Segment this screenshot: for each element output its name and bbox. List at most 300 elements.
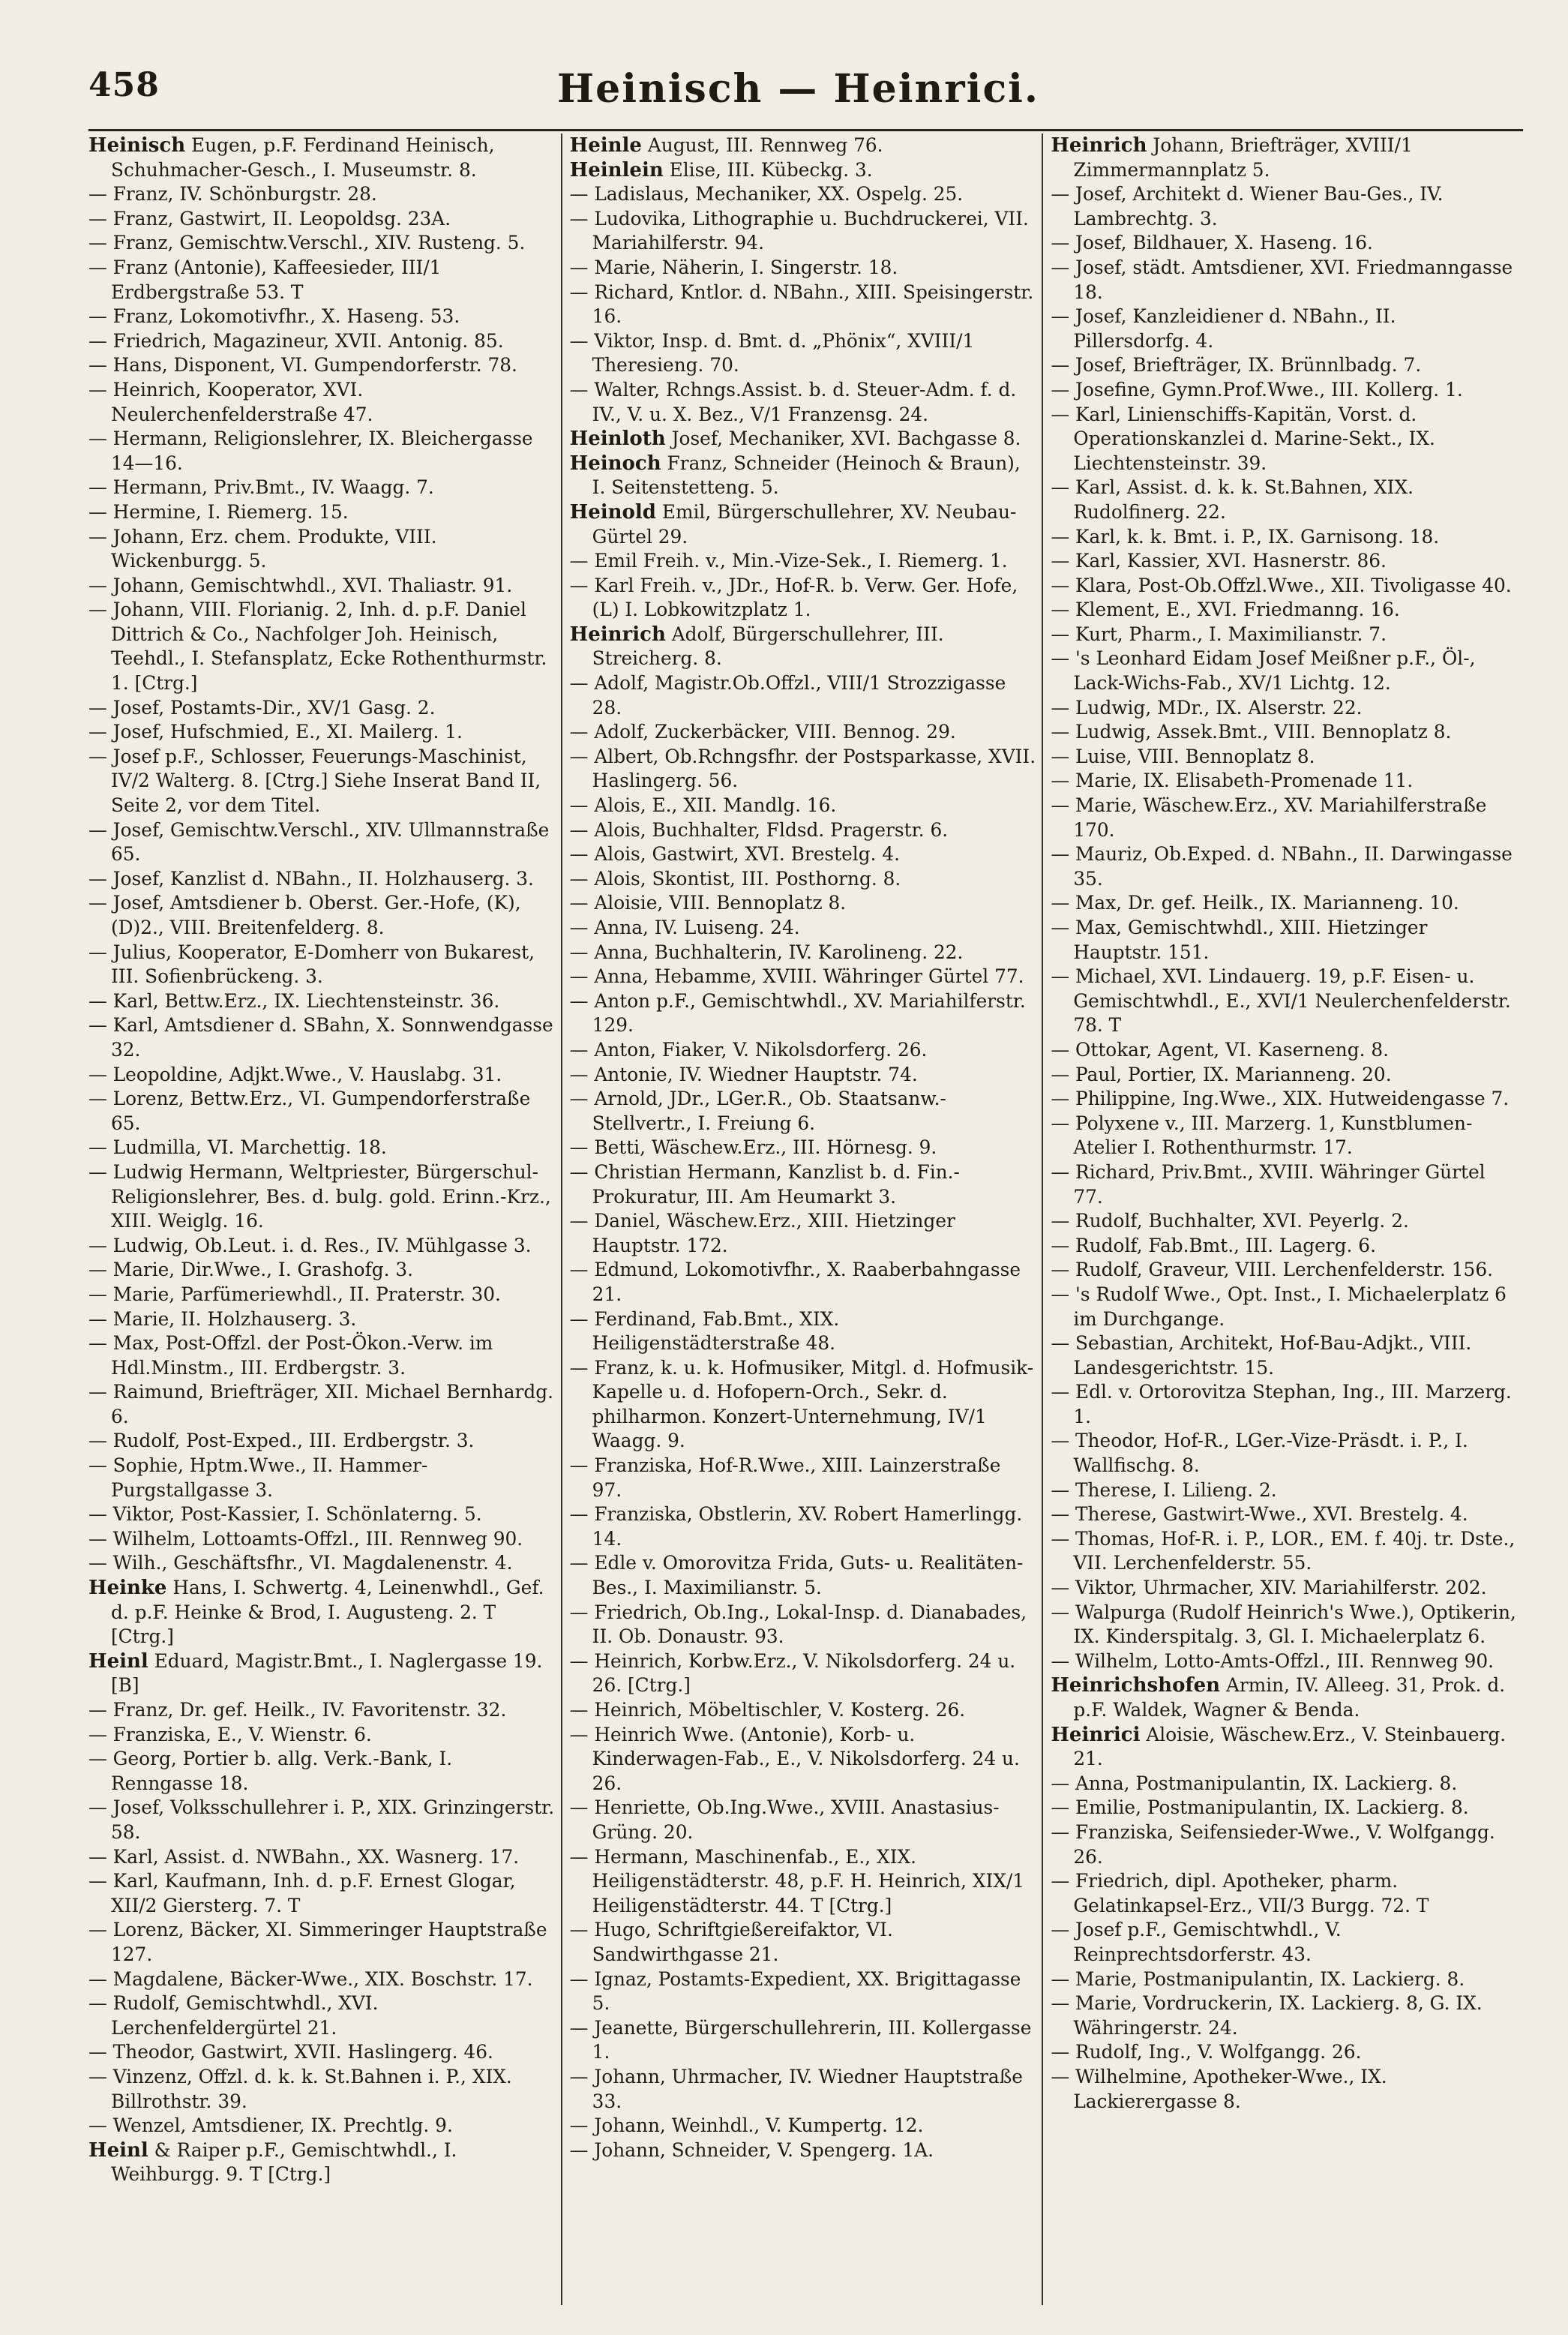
directory-entry <box>1051 1209 1517 1234</box>
directory-entry <box>88 1429 555 1454</box>
entry-text: Franz, Schneider (Heinoch & Braun), I. Seitenstetteng. 5. <box>592 452 1021 499</box>
directory-entry <box>570 2114 1036 2138</box>
entry-text: — Alois, Buchhalter, Fldsd. Pragerstr. 6. <box>569 818 949 841</box>
entry-text: Eduard, Magistr.Bmt., I. Naglergasse 19. [B] <box>111 1649 543 1697</box>
entry-text: August, III. Rennweg 76. <box>641 134 883 156</box>
entry-text: — Viktor, Insp. d. Bmt. d. „Phönix“, XVIII/1 Theresieng. 70. <box>569 329 975 377</box>
running-head: Heinisch — Heinrici. <box>557 66 1039 112</box>
directory-entry <box>88 2138 555 2187</box>
directory-entry <box>1051 305 1517 353</box>
column-2 <box>570 134 1044 2305</box>
directory-entry <box>570 182 1036 207</box>
entry-text: — Josef, Hufschmied, E., XI. Mailerg. 1. <box>88 721 463 743</box>
directory-entry <box>1051 182 1517 231</box>
entry-text: — Marie, IX. Elisabeth-Promenade 11. <box>1051 770 1414 792</box>
entry-text: — Alois, Skontist, III. Posthorng. 8. <box>569 867 901 890</box>
directory-entry <box>1051 2065 1517 2114</box>
entry-text: — Josef p.F., Schlosser, Feuerungs-Maschinist, IV/2 Walterg. 8. [Ctrg.] Siehe Inserat Band II, Seite 2, vor dem Titel. <box>88 745 541 817</box>
directory-entry <box>88 1991 555 2040</box>
directory-entry <box>1051 256 1517 305</box>
directory-entry <box>88 1527 555 1552</box>
directory-entry <box>88 745 555 818</box>
entry-text: — Lorenz, Bettw.Erz., VI. Gumpendorferstraße 65. <box>88 1088 531 1134</box>
entry-text: — Mauriz, Ob.Exped. d. NBahn., II. Darwingasse 35. <box>1051 843 1513 890</box>
directory-entry <box>570 818 1036 843</box>
entry-text: — Anna, IV. Luiseng. 24. <box>569 917 800 938</box>
directory-entry <box>1051 745 1517 770</box>
entry-text: — Ludwig, Ob.Leut. i. d. Res., IV. Mühlgasse 3. <box>88 1234 532 1256</box>
entry-text: — Viktor, Uhrmacher, XIV. Mariahilferstr. 202. <box>1051 1577 1487 1599</box>
entry-text: — Kurt, Pharm., I. Maximilianstr. 7. <box>1051 623 1387 645</box>
directory-entry <box>88 1723 555 1748</box>
entry-text: — Walpurga (Rudolf Heinrich's Wwe.), Optikerin, IX. Kinderspitalg. 3, Gl. I. Michaelerplatz 6. <box>1051 1601 1516 1648</box>
entry-text: — Lorenz, Bäcker, XI. Simmeringer Hauptstraße 127. <box>88 1919 547 1965</box>
directory-entry <box>570 134 1036 158</box>
directory-entry <box>1051 134 1517 182</box>
entry-text: — Hermann, Maschinenfab., E., XIX. Heiligenstädterstr. 48, p.F. H. Heinrich, XIX/1 Heiligenstädterstr. 44. T [Ctrg.] <box>569 1845 1025 1916</box>
directory-entry <box>570 1209 1036 1258</box>
directory-entry <box>88 1136 555 1160</box>
directory-entry <box>570 1649 1036 1698</box>
entry-text: — Heinrich, Kooperator, XVI. Neulerchenfelderstraße 47. <box>88 378 373 425</box>
directory-entry <box>1051 549 1517 574</box>
entry-text: — Emil Freih. v., Min.-Vize-Sek., I. Riemerg. 1. <box>569 550 1008 572</box>
entry-text: — Ludwig, Assek.Bmt., VIII. Bennoplatz 8. <box>1051 721 1452 743</box>
directory-entry <box>1051 1258 1517 1283</box>
entry-text: — Marie, Dir.Wwe., I. Grashofg. 3. <box>88 1259 414 1281</box>
entry-text: — Franz, Gemischtw.Verschl., XIV. Rusteng. 5. <box>88 232 526 254</box>
entry-text: — Betti, Wäschew.Erz., III. Hörnesg. 9. <box>569 1136 937 1159</box>
entry-text: — Johann, Gemischtwhdl., XVI. Thaliastr. 91. <box>88 574 513 596</box>
directory-entry <box>1051 965 1517 1038</box>
directory-entry <box>1051 1796 1517 1820</box>
directory-entry <box>1051 1527 1517 1576</box>
entry-text: — Franz (Antonie), Kaffeesieder, III/1 Erdbergstraße 53. T <box>88 256 442 303</box>
directory-entry <box>88 1307 555 1332</box>
column-3 <box>1051 134 1523 2305</box>
column-1 <box>88 134 562 2305</box>
entry-columns <box>88 134 1523 2305</box>
directory-entry <box>88 329 555 354</box>
entry-text: — Theodor, Gastwirt, XVII. Haslingerg. 46. <box>88 2041 493 2063</box>
directory-entry <box>1051 720 1517 745</box>
entry-text: — Raimund, Briefträger, XII. Michael Bernhardg. 6. <box>88 1381 554 1427</box>
directory-entry <box>570 1087 1036 1136</box>
directory-entry <box>1051 353 1517 378</box>
entry-text: — Franz, k. u. k. Hofmusiker, Mitgl. d. Hofmusik-Kapelle u. d. Hofopern-Orch., Sekr. d. philharmon. Konzert-Unternehmung, IV/1 Waagg. 9. <box>569 1356 1034 1452</box>
directory-entry <box>88 182 555 207</box>
entry-text: — Rudolf, Gemischtwhdl., XVI. Lerchenfeldergürtel 21. <box>88 1992 379 2039</box>
directory-entry <box>88 231 555 256</box>
entry-text: — Max, Post-Offzl. der Post-Ökon.-Verw. im Hdl.Minstm., III. Erdbergstr. 3. <box>88 1332 493 1379</box>
directory-entry <box>570 671 1036 720</box>
entry-text: — Richard, Kntlor. d. NBahn., XIII. Speisingerstr. 16. <box>569 281 1034 328</box>
entry-text: — Heinrich, Korbw.Erz., V. Nikolsdorferg. 24 u. 26. [Ctrg.] <box>569 1649 1016 1697</box>
entry-text: — Adolf, Zuckerbäcker, VIII. Bennog. 29. <box>569 721 956 743</box>
entry-text: — Rudolf, Post-Exped., III. Erdbergstr. 3. <box>88 1430 475 1452</box>
entry-text: — Hermann, Religionslehrer, IX. Bleichergasse 14—16. <box>88 428 533 474</box>
directory-entry <box>1051 1576 1517 1601</box>
directory-entry <box>1051 476 1517 524</box>
directory-entry <box>88 1258 555 1283</box>
entry-text: — Rudolf, Buchhalter, XVI. Peyerlg. 2. <box>1051 1210 1409 1232</box>
entry-text: — Wilhelmine, Apotheker-Wwe., IX. Lackierergasse 8. <box>1051 2065 1387 2112</box>
directory-entry <box>1051 891 1517 916</box>
directory-entry <box>570 965 1036 989</box>
directory-entry <box>88 598 555 695</box>
entry-text: — Alois, Gastwirt, XVI. Brestelg. 4. <box>569 843 901 866</box>
entry-text: — Josef, Amtsdiener b. Oberst. Ger.-Hofe, (K), (D)2., VIII. Breitenfelderg. 8. <box>88 892 521 938</box>
directory-entry <box>88 1698 555 1723</box>
directory-entry <box>570 1356 1036 1454</box>
directory-entry <box>1051 1112 1517 1160</box>
entry-text: — Antonie, IV. Wiedner Hauptstr. 74. <box>569 1063 918 1085</box>
entry-text: — Friedrich, Magazineur, XVII. Antonig. 85. <box>88 329 504 352</box>
directory-entry <box>88 1576 555 1649</box>
directory-entry <box>1051 598 1517 623</box>
entry-text: — Josef, Kanzleidiener d. NBahn., II. Pillersdorfg. 4. <box>1051 305 1396 352</box>
entry-text: — Josef, städt. Amtsdiener, XVI. Friedmanngasse 18. <box>1051 256 1513 303</box>
directory-entry <box>1051 1160 1517 1209</box>
directory-entry <box>88 1160 555 1234</box>
entry-text: — Friedrich, dipl. Apotheker, pharm. Gelatinkapsel-Erz., VII/3 Burgg. 72. T <box>1051 1870 1429 1916</box>
entry-text: — Franz, Lokomotivfhr., X. Haseng. 53. <box>88 305 460 328</box>
entry-text: — Edle v. Omorovitza Frida, Guts- u. Realitäten-Bes., I. Maximilianstr. 5. <box>569 1552 1024 1599</box>
entry-text: — Ferdinand, Fab.Bmt., XIX. Heiligenstädterstraße 48. <box>569 1307 840 1355</box>
entry-text: — Josef, Briefträger, IX. Brünnlbadg. 7. <box>1051 354 1422 377</box>
entry-text: — Ottokar, Agent, VI. Kaserneng. 8. <box>1051 1038 1390 1061</box>
directory-entry <box>1051 1087 1517 1112</box>
entry-text: — Aloisie, VIII. Bennoplatz 8. <box>569 892 847 914</box>
entry-text: — Johann, VIII. Florianig. 2, Inh. d. p.F. Daniel Dittrich & Co., Nachfolger Joh. Heinisch, Teehdl., I. Stefansplatz, Ecke Rothenthurmstr. 1. [Ctrg.] <box>88 599 547 695</box>
entry-text: — Paul, Portier, IX. Marianneng. 20. <box>1051 1063 1392 1085</box>
page-number: 458 <box>88 66 160 104</box>
directory-entry <box>88 891 555 940</box>
directory-entry <box>570 452 1036 500</box>
directory-entry <box>570 256 1036 281</box>
directory-entry <box>570 1454 1036 1502</box>
entry-text: — Anna, Postmanipulantin, IX. Lackierg. 8. <box>1051 1772 1458 1794</box>
entry-text: — Franziska, Obstlerin, XV. Robert Hamerlingg. 14. <box>569 1503 1023 1550</box>
entry-text: — Marie, Postmanipulantin, IX. Lackierg. 8. <box>1051 1967 1465 1990</box>
directory-entry <box>88 818 555 867</box>
directory-entry <box>570 1796 1036 1844</box>
directory-entry <box>570 1502 1036 1551</box>
entry-text: — Heinrich, Möbeltischler, V. Kosterg. 26. <box>569 1699 966 1721</box>
entry-text: Johann, Briefträger, XVIII/1 Zimmermannplatz 5. <box>1073 134 1413 181</box>
entry-text: — Hugo, Schriftgießereifaktor, VI. Sandwirthgasse 21. <box>569 1919 893 1965</box>
directory-entry <box>1051 623 1517 647</box>
directory-entry <box>570 916 1036 941</box>
directory-entry <box>570 574 1036 623</box>
entry-text: — Luise, VIII. Bennoplatz 8. <box>1051 745 1315 767</box>
entry-text: — Anton, Fiaker, V. Nikolsdorferg. 26. <box>569 1038 928 1061</box>
directory-entry <box>570 500 1036 549</box>
directory-entry <box>570 1258 1036 1307</box>
entry-text: — Richard, Priv.Bmt., XVIII. Währinger Gürtel 77. <box>1051 1160 1486 1208</box>
entry-text: — Rudolf, Graveur, VIII. Lerchenfelderstr. 156. <box>1051 1259 1493 1281</box>
entry-text: Emil, Bürgerschullehrer, XV. Neubau-Gürtel 29. <box>592 500 1017 548</box>
directory-entry <box>88 1087 555 1136</box>
directory-entry <box>88 1551 555 1576</box>
directory-entry <box>1051 1601 1517 1649</box>
entry-text: — Michael, XVI. Lindauerg. 19, p.F. Eisen- u. Gemischtwhdl., E., XVI/1 Neulerchenfelderstr. 78. T <box>1051 965 1511 1037</box>
entry-text: — Magdalene, Bäcker-Wwe., XIX. Boschstr. 17. <box>88 1967 533 1990</box>
directory-entry <box>88 1454 555 1502</box>
directory-entry <box>1051 1991 1517 2040</box>
directory-entry <box>570 1601 1036 1649</box>
directory-entry <box>1051 1283 1517 1331</box>
entry-text: — Johann, Schneider, V. Spengerg. 1A. <box>569 2138 934 2161</box>
directory-entry <box>88 1869 555 1918</box>
entry-text: — Josef, Kanzlist d. NBahn., II. Holzhauserg. 3. <box>88 867 534 890</box>
entry-surname: Heinoch <box>569 452 661 475</box>
directory-entry <box>1051 574 1517 599</box>
directory-entry <box>1051 1380 1517 1429</box>
entry-text: — Max, Gemischtwhdl., XIII. Hietzinger Hauptstr. 151. <box>1051 917 1428 963</box>
directory-entry <box>570 720 1036 745</box>
entry-text: — Heinrich Wwe. (Antonie), Korb- u. Kinderwagen-Fab., E., V. Nikolsdorferg. 24 u. 26. <box>569 1723 1020 1794</box>
directory-entry <box>570 623 1036 671</box>
directory-entry <box>570 1038 1036 1063</box>
directory-entry <box>88 1234 555 1259</box>
directory-entry <box>88 207 555 232</box>
entry-text: & Raiper p.F., Gemischtwhdl., I. Weihburgg. 9. T [Ctrg.] <box>111 2138 457 2186</box>
entry-surname: Heinrichshofen <box>1051 1674 1221 1697</box>
entry-text: — Ludwig, MDr., IX. Alserstr. 22. <box>1051 696 1363 719</box>
directory-entry <box>1051 1331 1517 1380</box>
entry-text: — Karl, Assist. d. NWBahn., XX. Wasnerg. 17. <box>88 1845 520 1868</box>
entry-text: — Jeanette, Bürgerschullehrerin, III. Kollergasse 1. <box>569 2016 1032 2063</box>
directory-entry <box>88 2114 555 2138</box>
entry-surname: Heinlein <box>569 158 664 182</box>
directory-entry <box>1051 1967 1517 1992</box>
directory-entry <box>570 1136 1036 1160</box>
entry-text: — Johann, Weinhdl., V. Kumpertg. 12. <box>569 2114 924 2137</box>
directory-entry <box>570 1967 1036 2016</box>
entry-text: — Christian Hermann, Kanzlist b. d. Fin.-Prokuratur, III. Am Heumarkt 3. <box>569 1160 960 1208</box>
directory-entry <box>88 500 555 525</box>
directory-entry <box>88 305 555 329</box>
directory-entry <box>1051 1918 1517 1967</box>
directory-entry <box>88 256 555 305</box>
entry-surname: Heinloth <box>569 428 666 451</box>
directory-entry <box>1051 1234 1517 1259</box>
entry-text: — Henriette, Ob.Ing.Wwe., XVIII. Anastasius-Grüng. 20. <box>569 1796 1000 1843</box>
directory-entry <box>570 1723 1036 1796</box>
entry-text: — Karl, Amtsdiener d. SBahn, X. Sonnwendgasse 32. <box>88 1014 553 1061</box>
entry-text: — Karl, Bettw.Erz., IX. Liechtensteinstr. 36. <box>88 989 500 1012</box>
directory-entry <box>88 941 555 989</box>
directory-entry <box>570 2016 1036 2065</box>
directory-entry <box>88 2040 555 2065</box>
entry-text: Hans, I. Schwertg. 4, Leinenwhdl., Gef. d. p.F. Heinke & Brod, I. Augusteng. 2. T [Ctrg.] <box>111 1577 544 1648</box>
directory-entry <box>570 1698 1036 1723</box>
directory-entry <box>88 696 555 721</box>
entry-text: — Hermann, Priv.Bmt., IV. Waagg. 7. <box>88 476 434 499</box>
directory-entry <box>1051 916 1517 965</box>
entry-text: — Emilie, Postmanipulantin, IX. Lackierg. 8. <box>1051 1796 1469 1819</box>
directory-entry <box>1051 1429 1517 1478</box>
directory-entry <box>570 941 1036 965</box>
entry-text: — 's Leonhard Eidam Josef Meißner p.F., Öl-, Lack-Wichs-Fab., XV/1 Lichtg. 12. <box>1051 647 1476 695</box>
directory-entry <box>1051 1649 1517 1674</box>
entry-text: — Marie, Wäschew.Erz., XV. Mariahilferstraße 170. <box>1051 794 1487 841</box>
entry-text: — Max, Dr. gef. Heilk., IX. Marianneng. 10. <box>1051 892 1459 914</box>
entry-text: — Wenzel, Amtsdiener, IX. Prechtlg. 9. <box>88 2114 453 2137</box>
entry-text: — Franz, Gastwirt, II. Leopoldsg. 23A. <box>88 207 451 230</box>
directory-entry <box>88 1380 555 1429</box>
directory-entry <box>88 378 555 427</box>
entry-text: — Johann, Uhrmacher, IV. Wiedner Hauptstraße 33. <box>569 2065 1023 2112</box>
directory-entry <box>1051 1869 1517 1918</box>
entry-text: — Sophie, Hptm.Wwe., II. Hammer-Purgstallgasse 3. <box>88 1454 428 1501</box>
directory-entry <box>1051 403 1517 476</box>
entry-text: — Josef, Bildhauer, X. Haseng. 16. <box>1051 232 1373 254</box>
directory-entry <box>570 281 1036 329</box>
entry-text: — Wilhelm, Lottoamts-Offzl., III. Rennweg 90. <box>88 1527 523 1550</box>
directory-entry <box>88 1967 555 1992</box>
directory-entry <box>570 891 1036 916</box>
entry-text: — Josef, Postamts-Dir., XV/1 Gasg. 2. <box>88 696 436 719</box>
directory-entry <box>570 427 1036 452</box>
entry-text: — Marie, Parfümeriewhdl., II. Praterstr. 30. <box>88 1283 501 1305</box>
entry-text: — Ludmilla, VI. Marchettig. 18. <box>88 1136 387 1159</box>
directory-entry <box>1051 1038 1517 1063</box>
entry-text: — Rudolf, Ing., V. Wolfgangg. 26. <box>1051 2041 1362 2063</box>
directory-entry <box>88 1845 555 1870</box>
directory-entry <box>570 2065 1036 2114</box>
entry-text: — Josefine, Gymn.Prof.Wwe., III. Kollerg. 1. <box>1051 378 1463 401</box>
entry-surname: Heinold <box>569 500 656 524</box>
directory-entry <box>88 2065 555 2114</box>
entry-text: Josef, Mechaniker, XVI. Bachgasse 8. <box>665 428 1021 450</box>
directory-entry <box>570 1845 1036 1919</box>
directory-entry <box>1051 794 1517 842</box>
entry-text: — Sebastian, Architekt, Hof-Bau-Adjkt., VIII. Landesgerichtstr. 15. <box>1051 1332 1472 1379</box>
entry-text: — Karl Freih. v., JDr., Hof-R. b. Verw. Ger. Hofe, (L) I. Lobkowitzplatz 1. <box>569 574 1018 621</box>
entry-text: Armin, IV. Alleeg. 31, Prok. d. p.F. Waldek, Wagner & Benda. <box>1073 1674 1506 1721</box>
entry-text: — Thomas, Hof-R. i. P., LOR., EM. f. 40j. tr. Dste., VII. Lerchenfelderstr. 55. <box>1051 1527 1516 1574</box>
directory-entry <box>88 1502 555 1527</box>
directory-entry <box>1051 2040 1517 2065</box>
entry-text: — Edmund, Lokomotivfhr., X. Raaberbahngasse 21. <box>569 1259 1021 1305</box>
entry-text: — Wilhelm, Lotto-Amts-Offzl., III. Rennweg 90. <box>1051 1649 1495 1672</box>
entry-text: — Anna, Hebamme, XVIII. Währinger Gürtel 77. <box>569 965 1024 988</box>
directory-entry <box>88 1331 555 1380</box>
entry-text: — Albert, Ob.Rchngsfhr. der Postsparkasse, XVII. Haslingerg. 56. <box>569 745 1036 792</box>
directory-entry <box>570 794 1036 818</box>
directory-entry <box>570 549 1036 574</box>
directory-entry <box>88 1063 555 1088</box>
directory-entry <box>570 1307 1036 1356</box>
entry-text: — Adolf, Magistr.Ob.Offzl., VIII/1 Strozzigasse 28. <box>569 672 1006 719</box>
directory-entry <box>1051 647 1517 695</box>
entry-text: — Franz, Dr. gef. Heilk., IV. Favoritenstr. 32. <box>88 1699 507 1721</box>
entry-text: — Therese, I. Lilieng. 2. <box>1051 1478 1277 1501</box>
directory-entry <box>88 1283 555 1307</box>
directory-entry <box>570 329 1036 378</box>
entry-surname: Heinrich <box>1051 134 1147 157</box>
entry-text: — Karl, k. k. Bmt. i. P., IX. Garnisong. 18. <box>1051 525 1440 548</box>
entry-surname: Heinl <box>88 1649 148 1673</box>
directory-entry <box>88 1013 555 1062</box>
directory-entry <box>88 1649 555 1698</box>
entry-text: — Franz, IV. Schönburgstr. 28. <box>88 183 377 206</box>
directory-entry <box>88 574 555 599</box>
directory-entry <box>570 867 1036 892</box>
directory-entry <box>1051 842 1517 891</box>
entry-text: — Josef, Gemischtw.Verschl., XIV. Ullmannstraße 65. <box>88 818 550 866</box>
directory-entry <box>570 1551 1036 1600</box>
directory-entry <box>570 1918 1036 1967</box>
entry-text: — Ludwig Hermann, Weltpriester, Bürgerschul-Religionslehrer, Bes. d. bulg. gold. Erinn.-Krz., XIII. Weiglg. 16. <box>88 1160 551 1232</box>
directory-entry <box>570 842 1036 867</box>
entry-text: — Josef, Architekt d. Wiener Bau-Ges., IV. Lambrechtg. 3. <box>1051 183 1444 230</box>
directory-entry <box>1051 1478 1517 1503</box>
directory-entry <box>88 867 555 892</box>
entry-text: — Polyxene v., III. Marzerg. 1, Kunstblumen-Atelier I. Rothenthurmstr. 17. <box>1051 1112 1473 1159</box>
entry-text: — Vinzenz, Offzl. d. k. k. St.Bahnen i. P., XIX. Billrothstr. 39. <box>88 2065 512 2112</box>
entry-text: Eugen, p.F. Ferdinand Heinisch, Schuhmacher-Gesch., I. Museumstr. 8. <box>111 134 495 181</box>
directory-entry <box>1051 1063 1517 1088</box>
entry-text: — Leopoldine, Adjkt.Wwe., V. Hauslabg. 31. <box>88 1063 502 1085</box>
directory-entry <box>570 1160 1036 1209</box>
entry-text: — Johann, Erz. chem. Produkte, VIII. Wickenburgg. 5. <box>88 525 437 572</box>
entry-text: — 's Rudolf Wwe., Opt. Inst., I. Michaelerplatz 6 im Durchgange. <box>1051 1283 1507 1330</box>
entry-text: — Josef p.F., Gemischtwhdl., V. Reinprechtsdorferstr. 43. <box>1051 1919 1342 1965</box>
header-rule <box>88 129 1523 131</box>
directory-entry <box>88 720 555 745</box>
entry-text: — Franziska, Seifensieder-Wwe., V. Wolfgangg. 26. <box>1051 1820 1495 1868</box>
entry-surname: Heinrici <box>1051 1723 1141 1746</box>
directory-entry <box>1051 378 1517 403</box>
entry-surname: Heinke <box>88 1577 167 1600</box>
entry-text: — Marie, II. Holzhauserg. 3. <box>88 1307 357 1330</box>
directory-entry <box>1051 231 1517 256</box>
entry-text: — Edl. v. Ortorovitza Stephan, Ing., III. Marzerg. 1. <box>1051 1381 1512 1427</box>
entry-text: — Ludovika, Lithographie u. Buchdruckerei, VII. Mariahilferstr. 94. <box>569 207 1029 254</box>
entry-text: — Klement, E., XVI. Friedmanng. 16. <box>1051 599 1400 621</box>
directory-entry <box>88 1796 555 1844</box>
entry-text: — Franziska, Hof-R.Wwe., XIII. Lainzerstraße 97. <box>569 1454 1001 1501</box>
entry-text: — Walter, Rchngs.Assist. b. d. Steuer-Adm. f. d. IV., V. u. X. Bez., V/1 Franzensg. 24. <box>569 378 1017 425</box>
entry-text: — Marie, Vordruckerin, IX. Lackierg. 8, G. IX. Währingerstr. 24. <box>1051 1992 1483 2039</box>
entry-text: Adolf, Bürgerschullehrer, III. Streicherg. 8. <box>592 623 944 670</box>
entry-text: — Ignaz, Postamts-Expedient, XX. Brigittagasse 5. <box>569 1967 1021 2015</box>
entry-text: — Karl, Assist. d. k. k. St.Bahnen, XIX. Rudolfinerg. 22. <box>1051 476 1414 523</box>
entry-text: — Theodor, Hof-R., LGer.-Vize-Präsdt. i. P., I. Wallfischg. 8. <box>1051 1430 1468 1477</box>
entry-text: — Marie, Näherin, I. Singerstr. 18. <box>569 256 898 278</box>
entry-text: Elise, III. Kübeckg. 3. <box>663 158 873 181</box>
directory-entry <box>570 378 1036 427</box>
directory-entry <box>88 353 555 378</box>
entry-text: — Philippine, Ing.Wwe., XIX. Hutweidengasse 7. <box>1051 1088 1510 1110</box>
entry-text: — Karl, Linienschiffs-Kapitän, Vorst. d. Operationskanzlei d. Marine-Sekt., IX. Liechtensteinstr. 39. <box>1051 403 1435 474</box>
directory-entry <box>88 525 555 574</box>
entry-text: — Josef, Volksschullehrer i. P., XIX. Grinzingerstr. 58. <box>88 1796 555 1843</box>
directory-entry <box>570 989 1036 1038</box>
entry-text: — Klara, Post-Ob.Offzl.Wwe., XII. Tivoligasse 40. <box>1051 574 1512 596</box>
entry-text: — Karl, Kassier, XVI. Hasnerstr. 86. <box>1051 550 1387 572</box>
directory-entry <box>570 2138 1036 2163</box>
entry-text: — Julius, Kooperator, E-Domherr von Bukarest, III. Sofienbrückeng. 3. <box>88 941 535 988</box>
directory-entry <box>570 207 1036 256</box>
entry-text: — Therese, Gastwirt-Wwe., XVI. Brestelg. 4. <box>1051 1503 1468 1526</box>
directory-entry <box>88 427 555 476</box>
entry-surname: Heinle <box>569 134 642 157</box>
directory-entry <box>88 1918 555 1967</box>
